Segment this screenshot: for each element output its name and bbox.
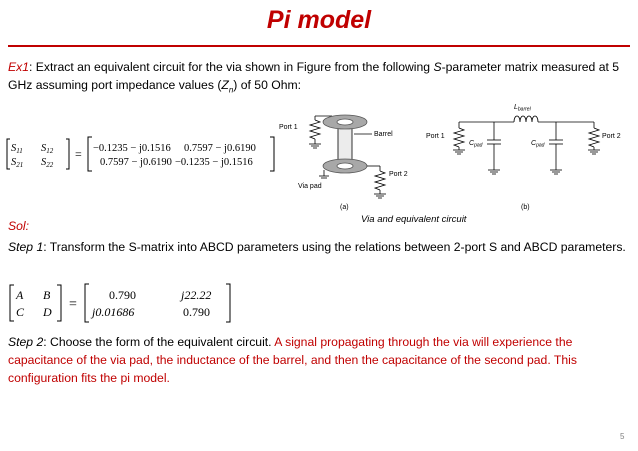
step2-red-text: A signal propagating through the via will experience the capacitance of the via pad, the inductance of the barrel, and then the capacitance of the second pad. This configuration fits the pi model. <box>8 335 577 385</box>
ex1-paragraph <box>8 58 630 99</box>
svg-text:=: = <box>75 147 82 161</box>
page-title: Pi model <box>266 6 372 34</box>
abcd-a: A <box>16 288 24 302</box>
s12-value: 0.7597 − j0.6190 <box>184 143 256 154</box>
via-figure <box>278 98 630 216</box>
barrel-label: Barrel <box>374 131 393 138</box>
lbarrel-label: $L_{barrel}$ <box>514 104 531 113</box>
step2-text: : Choose the form of the equivalent circuit. <box>43 335 275 349</box>
figure-a-label: (a) <box>340 204 349 211</box>
s12-symbol: S12 <box>41 143 54 155</box>
port1-a-label: Port 1 <box>279 124 298 131</box>
step2-paragraph <box>8 333 630 387</box>
via-pad-label: Via pad <box>298 183 322 190</box>
s11-symbol: S11 <box>11 143 23 155</box>
abcd-c: C <box>16 305 25 319</box>
step1-text: : Transform the S-matrix into ABCD parameters using the relations between 2-port S and ABCD parameters. <box>43 240 626 254</box>
step1-label: Step 1 <box>8 240 44 254</box>
ex1-zn: $Z_n$ <box>221 78 234 95</box>
abcd-d: D <box>43 305 52 319</box>
abcd-v11: 0.790 <box>109 288 136 302</box>
s21-symbol: S21 <box>11 157 24 169</box>
figure-b-label: (b) <box>521 204 530 211</box>
port2-b-label: Port 2 <box>602 133 621 140</box>
page-number: 5 <box>620 432 625 441</box>
ex1-text-3: ) of 50 Ohm: <box>233 78 302 92</box>
abcd-v12: j22.22 <box>181 288 212 302</box>
ex1-text-2: -parameter matrix measured at 5 GHz assuming port impedance values ( <box>8 60 620 92</box>
s22-value: −0.1235 − j0.1516 <box>175 157 253 168</box>
port1-b-label: Port 1 <box>426 133 445 140</box>
s22-symbol: S22 <box>41 157 54 169</box>
ex1-label: Ex1 <box>8 60 30 74</box>
abcd-v22: 0.790 <box>183 305 210 319</box>
s-parameter-equation <box>6 136 276 172</box>
ex1-s-italic: S <box>433 60 442 74</box>
ex1-text-1: : Extract an equivalent circuit for the via shown in Figure from the following <box>29 60 434 74</box>
s11-value: −0.1235 − j0.1516 <box>93 143 171 154</box>
cpad2-label: $C_{pad}$ <box>531 140 545 149</box>
sol-label: Sol: <box>8 219 30 233</box>
s21-value: 0.7597 − j0.6190 <box>100 157 172 168</box>
step2-label: Step 2 <box>8 335 44 349</box>
abcd-v21: j0.01686 <box>92 305 135 319</box>
cpad1-label: $C_{pad}$ <box>469 140 483 149</box>
step1-paragraph <box>8 238 630 256</box>
abcd-equation <box>9 283 234 323</box>
port2-a-label: Port 2 <box>389 171 408 178</box>
abcd-b: B <box>43 288 51 302</box>
svg-text:=: = <box>69 297 77 312</box>
title-divider <box>8 45 630 47</box>
figure-caption: Via and equivalent circuit <box>361 214 467 225</box>
